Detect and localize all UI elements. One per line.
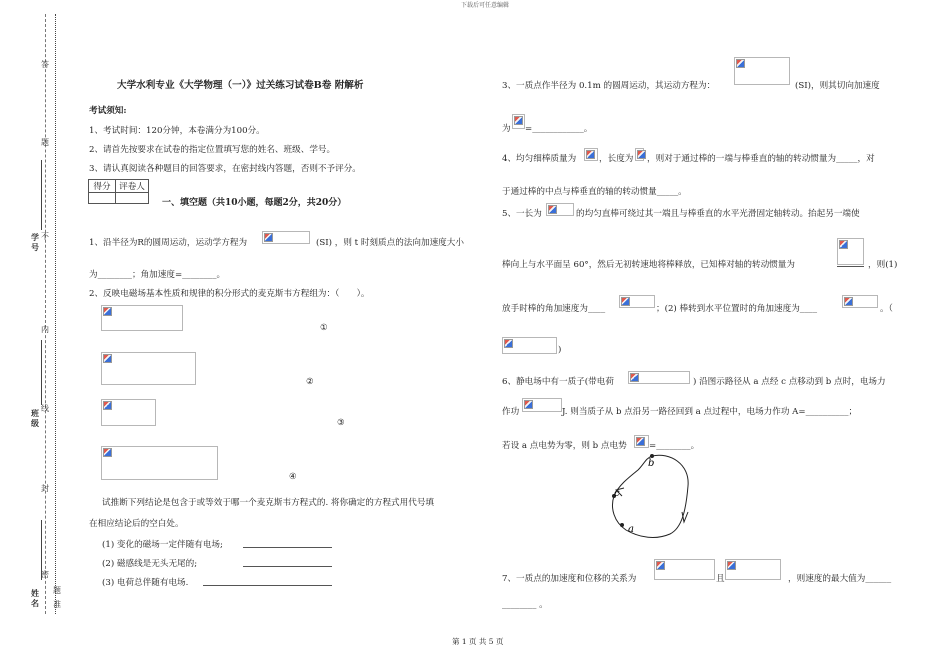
path-arrow: [682, 512, 688, 522]
formula-image: [635, 148, 644, 161]
q5-text: 的均匀直棒可绕过其一端且与棒垂直的水平光滑固定轴转动。抬起另一端使: [576, 209, 860, 219]
equation-marker: ④: [289, 472, 297, 482]
grader-input[interactable]: [116, 193, 149, 204]
formula-image: [584, 148, 598, 161]
q1-text: 1、沿半径为R的圆周运动，运动学方程为: [89, 238, 248, 248]
q5-text: 5、一长为: [502, 209, 542, 219]
formula-image: [619, 295, 655, 308]
formula-image: [101, 305, 183, 331]
path-diagram: [600, 448, 700, 543]
label-a: a: [628, 524, 634, 535]
notice-item: 1、考试时间：120分钟，本卷满分为100分。: [89, 126, 265, 136]
q7-text: ________ 。: [502, 600, 548, 610]
q4-text: 于通过棒的中点与棒垂直的轴的转动惯量_____。: [502, 187, 687, 197]
q2-item: (2) 磁感线是无头无尾的;: [102, 559, 198, 569]
formula-image: [522, 398, 562, 412]
label-b: b: [648, 458, 655, 469]
q5-text: 。（: [880, 304, 893, 314]
q5-text: ；(2) 棒转到水平位置时的角加速度为____: [656, 304, 817, 314]
score-input[interactable]: [89, 193, 116, 204]
q1-text: (SI) ，则 t 时刻质点的法向加速度大小: [316, 238, 464, 248]
notice-heading: 考试须知:: [89, 106, 127, 116]
equation-marker: ②: [306, 377, 314, 387]
seal-char: 线: [41, 404, 49, 413]
seal-char: 密: [41, 570, 49, 579]
q4-text: ，则对于通过棒的一端与棒垂直的轴的转动惯量为_____，对: [647, 154, 875, 164]
q2-text: 在相应结论后的空白处。: [89, 519, 184, 529]
header-note: 下载后可任意编辑: [461, 2, 510, 9]
q6-text: 6、静电场中有一质子(带电荷: [502, 377, 614, 387]
answer-blank[interactable]: [243, 566, 332, 567]
exam-title: 大学水利专业《大学物理（一）》过关练习试卷B卷 附解析: [117, 80, 364, 91]
seal-char: 内: [41, 325, 49, 334]
seal-char: 封: [41, 484, 49, 493]
answer-blank[interactable]: [837, 266, 864, 267]
q5-text: 放手时棒的角加速度为____: [502, 304, 606, 314]
q6-text: ) 沿图示路径从 a 点经 c 点移动到 b 点时，电场力: [693, 377, 886, 387]
q7-text: 且: [716, 574, 725, 584]
notice-item: 3、请认真阅读各种题目的回答要求，在密封线内答题，否则不予评分。: [89, 164, 361, 174]
formula-image: [628, 371, 690, 384]
formula-image: [734, 57, 790, 85]
q2-item: (1) 变化的磁场一定伴随有电场;: [102, 540, 223, 550]
notice-item: 2、请首先按要求在试卷的指定位置填写您的姓名、班级、学号。: [89, 145, 336, 155]
formula-image: [101, 352, 196, 385]
q1-text: 为________；角加速度=________。: [89, 270, 226, 280]
formula-image: [546, 203, 574, 216]
point-a: [620, 523, 624, 527]
q2-text: 2、反映电磁场基本性质和规律的积分形式的麦克斯韦方程组为：（ ）。: [89, 289, 370, 299]
q3-text: =____________。: [525, 124, 593, 134]
formula-image: [101, 446, 218, 480]
q4-text: ，长度为: [599, 154, 634, 164]
score-table: [88, 179, 149, 204]
formula-image: [654, 559, 715, 580]
equation-marker: ③: [337, 418, 345, 428]
seal-char: 题: [41, 138, 49, 147]
answer-blank[interactable]: [203, 585, 332, 586]
section-heading: 一、填空题（共10小题，每题2分，共20分）: [162, 198, 347, 208]
label-c: c: [614, 488, 620, 499]
seal-char: 准: [53, 600, 61, 609]
formula-image: [512, 114, 525, 129]
q5-text: ): [558, 345, 562, 355]
formula-image: [101, 399, 156, 426]
equation-marker: ①: [320, 323, 328, 333]
q3-text: (SI)，则其切向加速度: [795, 81, 880, 91]
class-label: 班级: [31, 408, 39, 428]
q4-text: 4、均匀细棒质量为: [502, 154, 577, 164]
formula-image: [725, 559, 781, 580]
q6-text: =________。: [649, 441, 700, 451]
q5-text: ，则(1): [868, 260, 898, 270]
score-cell: 得分: [89, 180, 116, 193]
q3-text: 3、一质点作半径为 0.1m 的圆周运动，其运动方程为：: [502, 81, 716, 91]
answer-blank[interactable]: [243, 547, 332, 548]
formula-image: [262, 231, 310, 244]
q6-text: 作功: [502, 407, 520, 417]
q5-text: 棒向上与水平面呈 60°，然后无初转速地将棒释放，已知棒对轴的转动惯量为: [502, 260, 795, 270]
q2-text: 试推断下列结论是包含于或等效于哪一个麦克斯韦方程式的. 将你确定的方程式用代号填: [102, 498, 435, 508]
q2-item: (3) 电荷总伴随有电场.: [102, 578, 189, 588]
seal-char: 答: [41, 60, 49, 69]
formula-image: [634, 435, 649, 448]
q3-text: 为: [502, 124, 511, 134]
q6-text: J. 则当质子从 b 点沿另一路径回到 a 点过程中，电场力作功 A=__________；: [562, 407, 858, 417]
grader-cell: 评卷人: [116, 180, 149, 193]
q7-text: 7、一质点的加速度和位移的关系为: [502, 574, 637, 584]
page-footer: 第 1 页 共 5 页: [452, 637, 504, 646]
seal-char: 不: [41, 232, 49, 241]
formula-image: [502, 337, 557, 354]
q6-text: 若设 a 点电势为零，则 b 点电势: [502, 441, 627, 451]
seal-char: 题: [53, 586, 61, 595]
student-id-label: 学号: [31, 232, 39, 252]
name-label: 姓名: [31, 588, 39, 608]
q7-text: ，则速度的最大值为______: [788, 574, 892, 584]
formula-image: [842, 295, 878, 308]
formula-image: [837, 238, 864, 265]
